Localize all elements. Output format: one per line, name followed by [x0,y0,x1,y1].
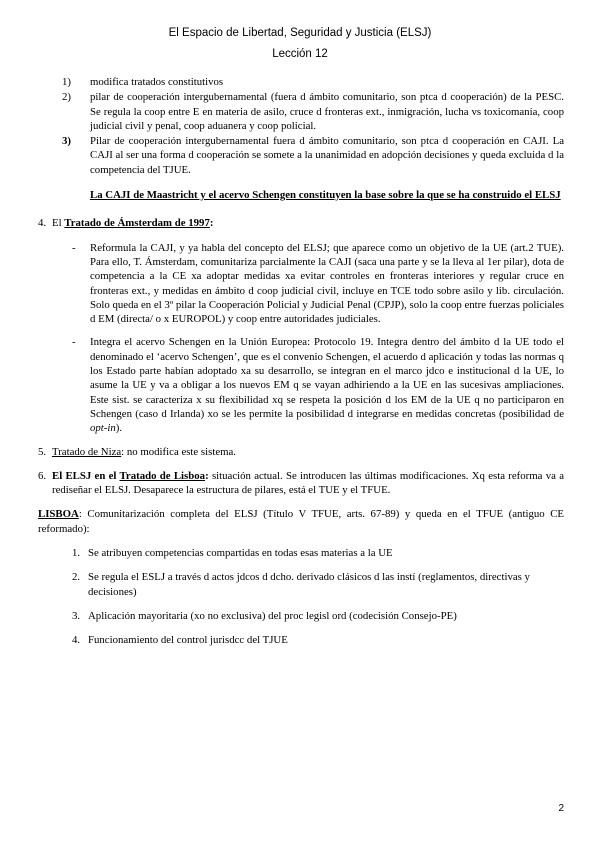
pillar-number: 2) [62,91,71,104]
bullet-italic: opt-in [90,422,116,435]
bullet-text: Reformula la CAJI, y ya habla del concepto del ELSJ; que aparece como un objetivo de la UE (art.2 TUE). Para ello, T. Ámsterdam, comunitariza parcialmente la CAJI (saca una parte y se la lleva al 1er pilar), dota de competencia a la CE xa adoptar medidas xa evitar controles en fronteras interiores y regular cruce en fronteras ext., y medidas en ámbito d coop judicial civil, incluye en TCE todo sobre asilo y lib. circulación. Solo queda en el 3º pilar la Cooperación Policial y Judicial Penal (CPJP), solo la coop entre fuerzas policiales d EM (directa/ o x EUROPOL) y coop entre autoridades judiciales. [90,241,564,326]
lisboa-text: : Comunitarización completa del ELSJ (Título V TFUE, arts. 67-89) y queda en el TFUE (antiguo CE reformado): [38,508,564,535]
emphasis-statement: La CAJI de Maastricht y el acervo Schengen constituyen la base sobre la que se ha construido el ELSJ [90,189,561,202]
pillar-item-1 [62,75,564,89]
section-niza [38,445,564,459]
lisboa-list [72,546,564,647]
list-number: 2. [72,571,81,584]
section-text: : no modifica este sistema. [121,445,237,458]
document-body [38,75,564,658]
section-number: 4. [38,217,47,230]
list-text: Aplicación mayoritaria (xo no exclusiva) del proc legisl ord (codecisión Consejo-PE) [88,609,457,622]
header-title: El Espacio de Libertad, Seguridad y Justicia (ELSJ) [168,27,432,39]
section-text: situación actual. Se introducen las últimas modificaciones. Xq esta reforma va a rediseñar el ELSJ. Desaparece la estructura de pilares, está el TUE y el TFUE. [52,469,564,497]
section-prefix: El ELSJ en el [52,469,120,482]
lisboa-label: LISBOA [38,508,79,521]
pillar-number: 3) [62,135,71,148]
pillar-item-3 [62,134,564,177]
pillar-number: 1) [62,76,71,88]
header-lesson: Lección 12 [272,48,328,60]
pillar-text: pilar de cooperación intergubernamental (fuera d ámbito comunitario, son ptca d cooperación) de la PESC. Se regula la coop entre E en materia de asilo, cruce d fronteras ext., inmigración, lucha vs toxicomanía, coop judicial civil y penal, coop aduanera y coop policial. [90,91,564,132]
section-prefix: El [52,217,65,230]
section-title: Tratado de Ámsterdam de 1997 [64,217,210,230]
section-title: Tratado de Lisboa [119,469,206,482]
list-item [72,633,564,647]
section-lisboa [38,469,564,498]
amsterdam-bullet-1 [72,241,564,327]
list-item [72,570,564,599]
list-item [72,609,564,623]
list-text: Se atribuyen competencias compartidas en todas esas materias a la UE [88,547,393,560]
list-text: Se regula el ESLJ a través d actos jdcos d dcho. derivado clásicos d las instí (reglamentos, directivas y decisiones) [88,571,530,598]
dash-marker: - [72,336,76,349]
bullet-end: ). [115,422,123,435]
section-number: 6. [38,469,47,482]
page-number: 2 [558,803,564,814]
list-number: 3. [72,609,81,622]
pillar-text: Pilar de cooperación intergubernamental fuera d ámbito comunitario, son ptca d cooperación en CAJI. La CAJI al ser una forma d cooperación se somete a la unanimidad en adopción decisiones y queda excluida d la competencia del TJUE. [90,135,564,176]
pillar-text: modifica tratados constitutivos [90,76,224,88]
section-title: Tratado de Niza [52,445,122,458]
bullet-text: Integra el acervo Schengen en la Unión Europea: Protocolo 19. Integra dentro del ámbito d la UE todo el denominado el ‘acervo Schengen’, que es el convenio Schengen, el acuerdo d aplicación y todas las normas q los Estado parte habían adoptado xa su desarrollo, se integran en el marco jdco e institucional d la UE, lo asume la UE y va a obligar a los nuevos EM q se vayan adhiriendo a la UE en las sucesivas ampliaciones. Este sist. se caracteriza x su flexibilidad xq se respeta la posición d los EM de la UE q no participaron en Schengen (caso d Irlanda) xo se les permite la posibilidad d integrarse en medidas concretas (posibilidad de [90,336,564,420]
section-number: 5. [38,445,47,458]
pillar-item-2 [62,90,564,133]
section-colon: : [209,217,214,230]
lisboa-paragraph [38,507,564,536]
list-number: 1. [72,547,81,560]
list-number: 4. [72,634,81,647]
list-item [72,546,564,560]
list-text: Funcionamiento del control jurisdcc del TJUE [88,634,288,647]
amsterdam-bullet-2 [72,335,564,435]
dash-marker: - [72,241,76,254]
section-colon: : [205,469,209,482]
section-amsterdam [38,216,564,230]
